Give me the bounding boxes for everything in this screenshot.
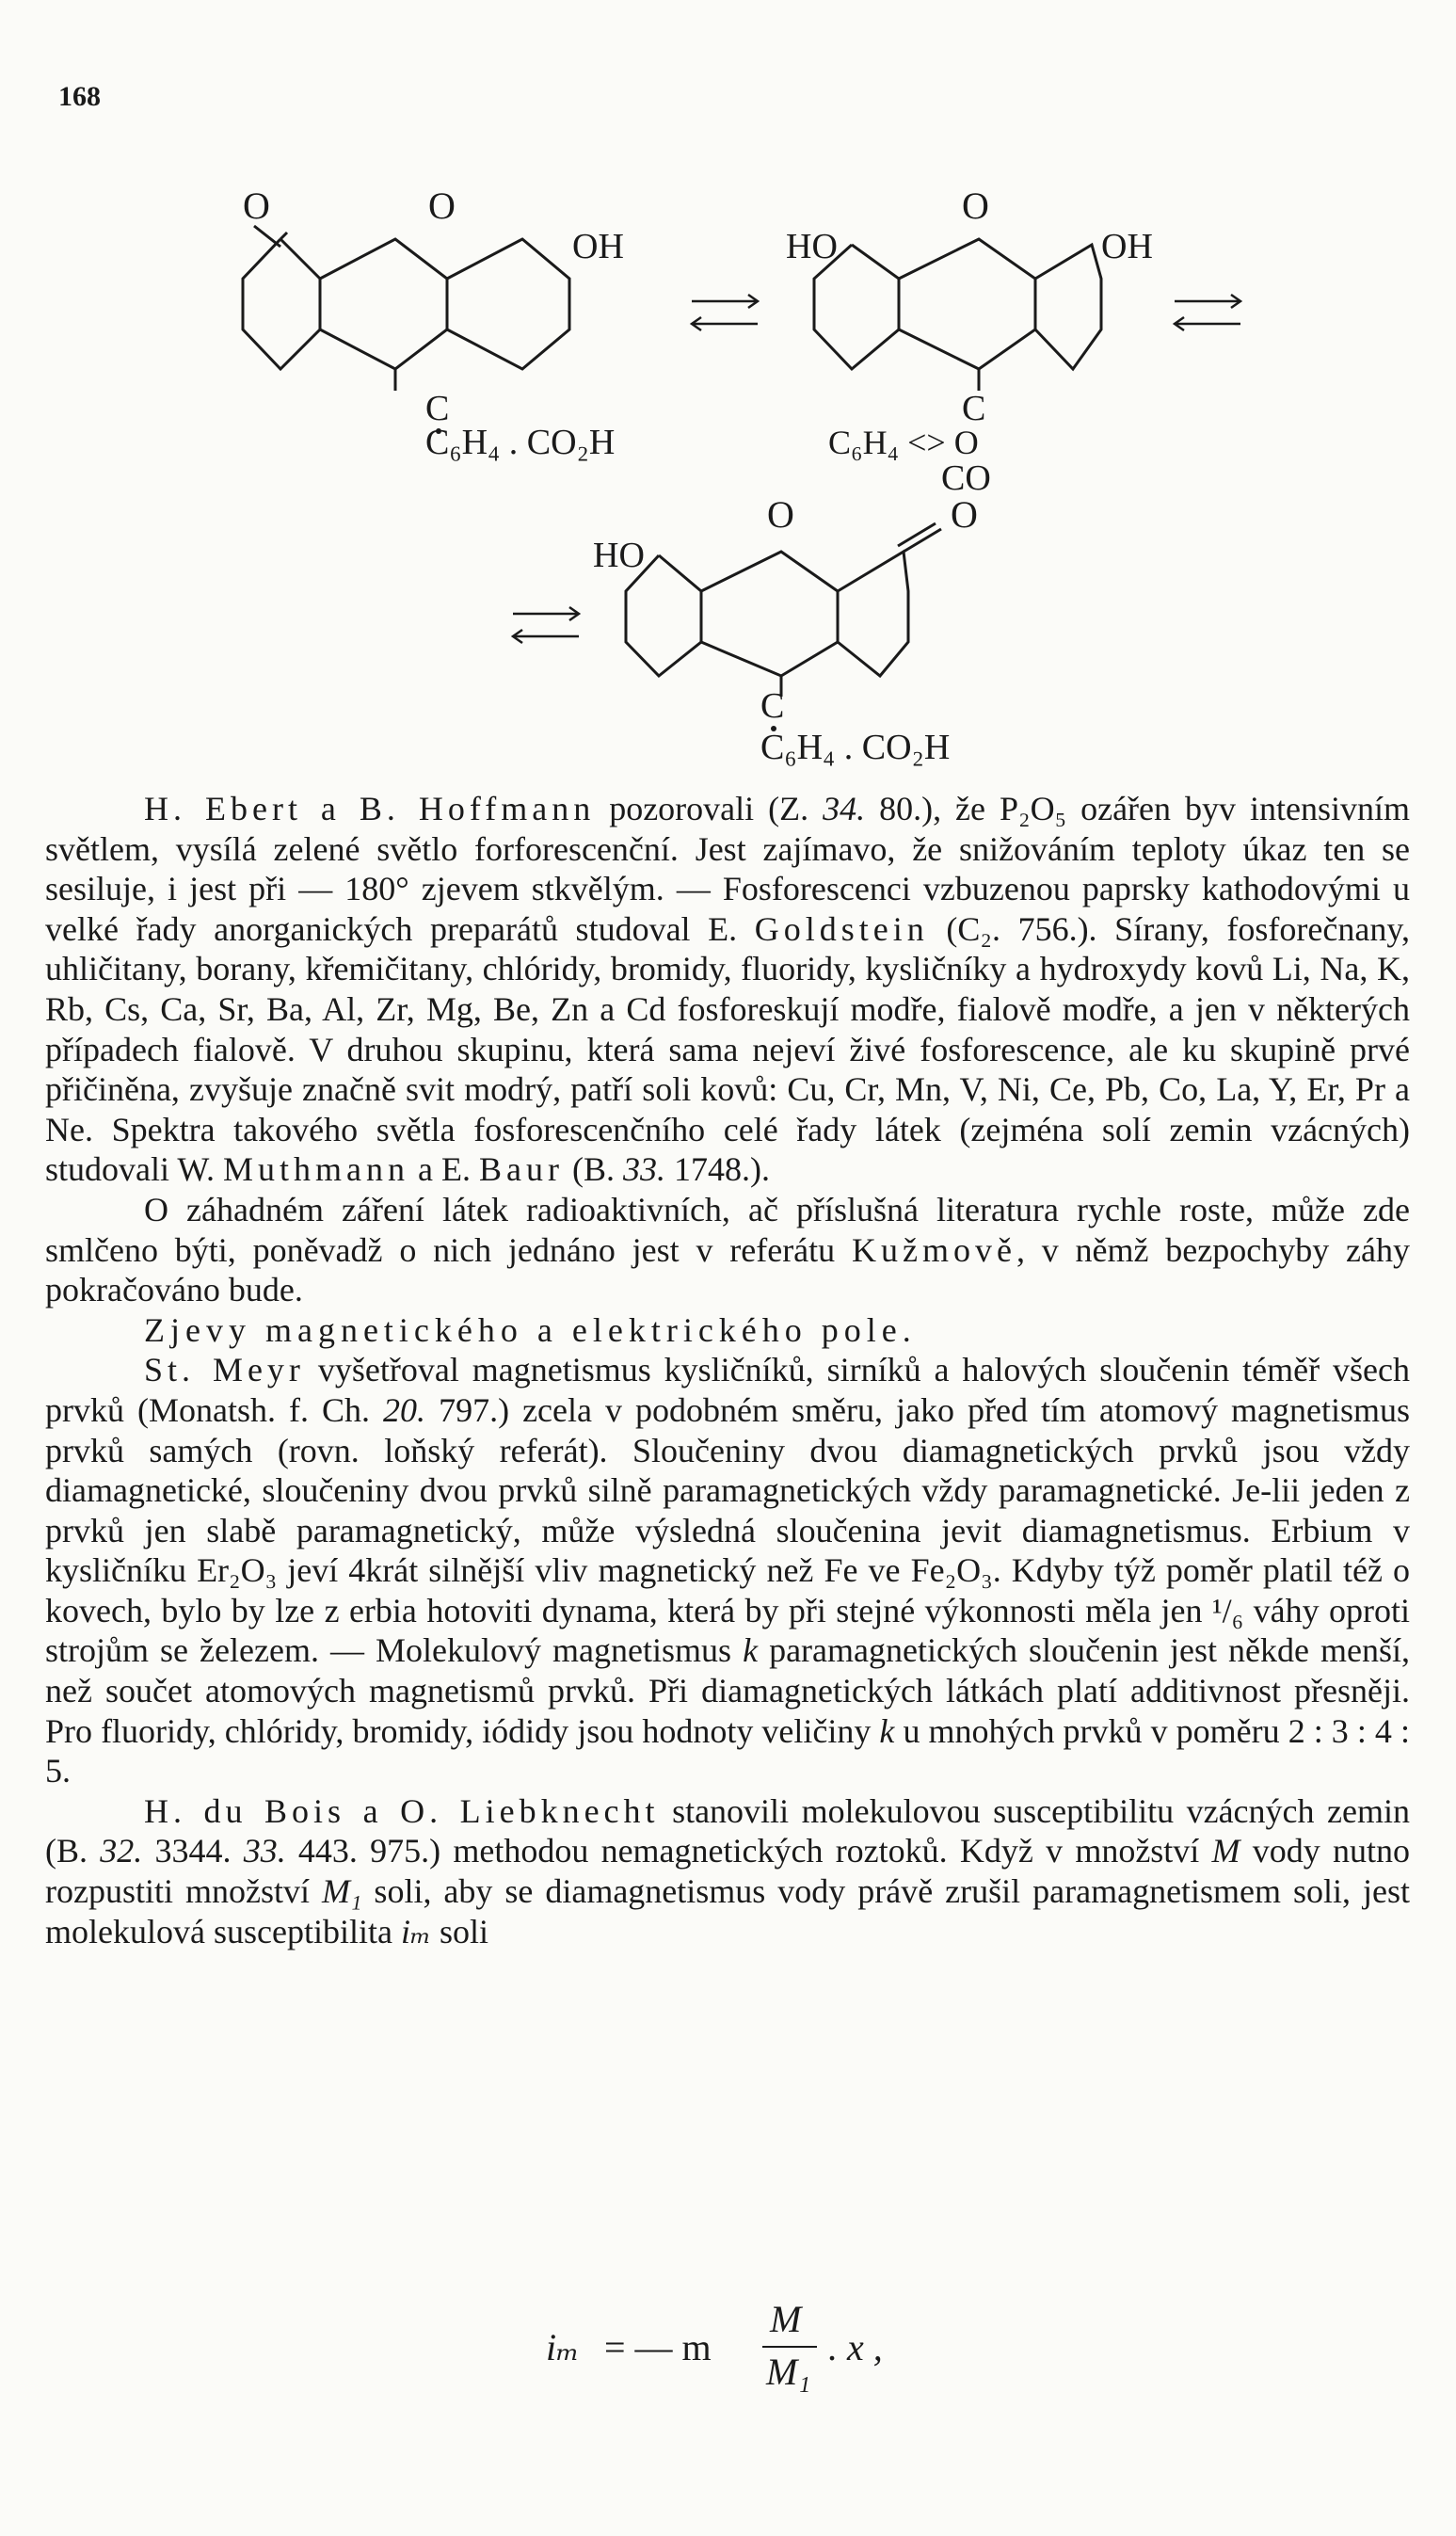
text-segment: St. Meyr <box>144 1351 305 1389</box>
text-segment: 443. 975.) methodou nemagnetických roztoků. Když v množství <box>285 1832 1212 1870</box>
text-segment: k <box>743 1631 759 1670</box>
susceptibility-formula <box>546 2297 960 2400</box>
page-number: 168 <box>58 81 101 112</box>
s1-substituent: C₆H₄ . CO₂H <box>425 423 616 462</box>
paragraph <box>45 1310 1410 1351</box>
formula-numerator: M <box>770 2298 802 2340</box>
s3-oxygen-middle: O <box>767 493 794 536</box>
text-segment: 32. <box>100 1832 143 1870</box>
chemical-structures-figure <box>0 0 1456 781</box>
text-segment: 1748.). <box>664 1150 770 1189</box>
text-segment: M <box>1211 1832 1240 1870</box>
text-segment: H. du Bois a O. Liebknecht <box>144 1791 660 1830</box>
text-segment: M₁ <box>321 1872 362 1911</box>
text-segment: 80.), že P₂O₅ ozářen byv intensivním světlem, vysílá zelené světlo forforescenční. Jest zajímavo, že snižováním teploty úkaz ten se sesiluje, i jest při — 180° zjevem stkvělým. — Fosforescenci vzbuzenou paprsky kathodovými u velké řady anorganických preparátů studoval E. <box>45 790 1410 948</box>
paragraph <box>45 1350 1410 1791</box>
s3-hydroxyl: HO <box>593 536 645 575</box>
s3-substituent: C₆H₄ . CO₂H <box>760 728 951 767</box>
paragraph <box>45 1190 1410 1310</box>
structure-3 <box>593 493 978 767</box>
text-segment: Goldstein <box>754 909 929 948</box>
s2-ring-right <box>1035 245 1101 369</box>
text-segment: O záhadném záření látek radioaktivních, ač příslušná literatura rychle roste, může zde smlčeno býti, poněvadž o nich jednáno jest v referátu <box>45 1190 1410 1269</box>
text-segment: 3344. <box>142 1832 244 1870</box>
equilibrium-arrows-1 <box>692 295 758 330</box>
formula-lhs: iₘ <box>546 2326 580 2368</box>
text-segment: paramagnetických sloučenin jest někde menší, než součet atomových magnetismů prvků. Při diamagnetických látkách platí additivnost přesněji. Pro fluoridy, chlóridy, bromidy, iódidy jsou hodnoty veličiny <box>45 1631 1410 1750</box>
paragraph <box>45 1791 1410 1951</box>
formula-equals: = — m <box>604 2326 712 2368</box>
text-segment: Zjevy magnetického a elektrického pole. <box>144 1310 917 1349</box>
structure-2 <box>786 185 1153 498</box>
text-segment: 34. <box>823 790 866 827</box>
body-text <box>45 789 1410 1951</box>
text-segment: k <box>879 1711 895 1750</box>
formula-denominator: M₁ <box>766 2351 811 2393</box>
text-segment: u mnohých prvků v poměru 2 : 3 : 4 : 5. <box>45 1711 1410 1790</box>
s2-substituent: C₆H₄ <> O <box>828 424 979 461</box>
text-segment: soli <box>431 1912 489 1950</box>
text-segment: Baur <box>479 1150 564 1189</box>
text-segment: 33. <box>622 1150 665 1189</box>
s1-oxygen-middle: O <box>428 185 456 227</box>
paragraph <box>45 789 1410 1190</box>
s2-carbonyl: CO <box>941 458 991 498</box>
formula-tail: . x , <box>828 2326 883 2368</box>
text-segment: Kužmově <box>851 1230 1016 1269</box>
s3-carbon: C <box>760 686 785 726</box>
text-segment: Muthmann <box>223 1150 410 1189</box>
s1-ring-left <box>243 239 320 369</box>
text-segment: iₘ <box>400 1912 432 1950</box>
s1-carbon: C <box>425 389 450 428</box>
text-segment: pozorovali (Z. <box>595 790 824 827</box>
text-segment: stanovili molekulovou susceptibilitu vzácných zemin (B. <box>45 1791 1411 1870</box>
text-segment: (C₂. 756.). Sírany, fosforečnany, uhličitany, borany, křemičitany, chlóridy, bromidy, fluoridy, kysličníky a hydroxydy kovů Li, Na, K, Rb, Cs, Ca, Sr, Ba, Al, Zr, Mg, Be, Zn a Cd fosforeskují modře, fialově modře, a jen v některých případech fialově. V druhou skupinu, která sama nejeví živé fosforescence, ale ku skupině prvé přičiněna, zvyšuje značně svit modrý, patří soli kovů: Cu, Cr, Mn, V, Ni, Ce, Pb, Co, La, Y, Er, Pr a Ne. Spektra takového světla fosforescenčního celé řady látek (zejména solí zemin vzácných) studovali W. <box>45 909 1411 1189</box>
text-segment: 20. <box>383 1390 426 1429</box>
text-segment: , v němž bezpochyby záhy pokračováno bude. <box>45 1230 1410 1309</box>
s2-oxygen: O <box>962 185 989 227</box>
text-segment: soli, aby se diamagnetismus vody právě zrušil paramagnetismem soli, jest molekulová susceptibilita <box>45 1872 1410 1950</box>
text-segment: H. Ebert a B. Hoffmann <box>144 790 596 827</box>
text-segment: 797.) zcela v podobném směru, jako před tím atomový magnetismus prvků samých (rovn. loňský referát). Sloučeniny dvou diamagnetických prvků jsou vždy diamagnetické, sloučeniny dvou prvků silně paramagnetických vždy paramagnetické. Je-lii jeden z prvků jen slabě paramagnetický, může výsledná sloučenina jevit diamagnetismus. Erbium v kysličníku Er₂O₃ jeví 4krát silnější vliv magnetický než Fe ve Fe₂O₃. Kdyby týž poměr platil též o kovech, bylo by lze z erbia hotoviti dynama, která by při stejné výkonnosti měla jen ¹/₆ váhy oproti strojům se železem. — Molekulový magnetismus <box>45 1390 1410 1670</box>
structure-1 <box>243 185 624 462</box>
equilibrium-arrows-3 <box>513 607 579 643</box>
s3-ring-right <box>838 552 908 676</box>
text-segment: vyšetřoval magnetismus kysličníků, sirníků a halových sloučenin téměř všech prvků (Monatsh. f. Ch. <box>45 1351 1411 1429</box>
s2-ring-middle <box>899 239 1035 369</box>
s1-hydroxyl: OH <box>572 227 624 266</box>
s1-oxygen-left: O <box>243 185 270 227</box>
text-segment: vody nutno rozpustiti množství <box>45 1832 1411 1911</box>
equilibrium-arrows-2 <box>1175 295 1240 330</box>
s2-hydroxyl-right: OH <box>1101 227 1153 266</box>
s1-ring-middle <box>320 239 447 369</box>
text-segment: a E. <box>409 1150 479 1189</box>
s3-ring-middle <box>701 552 838 676</box>
s2-hydroxyl-left: HO <box>786 227 838 266</box>
s1-ring-right <box>447 239 569 369</box>
s3-oxygen-right: O <box>951 493 978 536</box>
s2-carbon: C <box>962 389 986 428</box>
text-segment: (B. <box>563 1150 623 1189</box>
formula-fraction-bar <box>762 2346 817 2348</box>
text-segment: 33. <box>243 1832 286 1870</box>
